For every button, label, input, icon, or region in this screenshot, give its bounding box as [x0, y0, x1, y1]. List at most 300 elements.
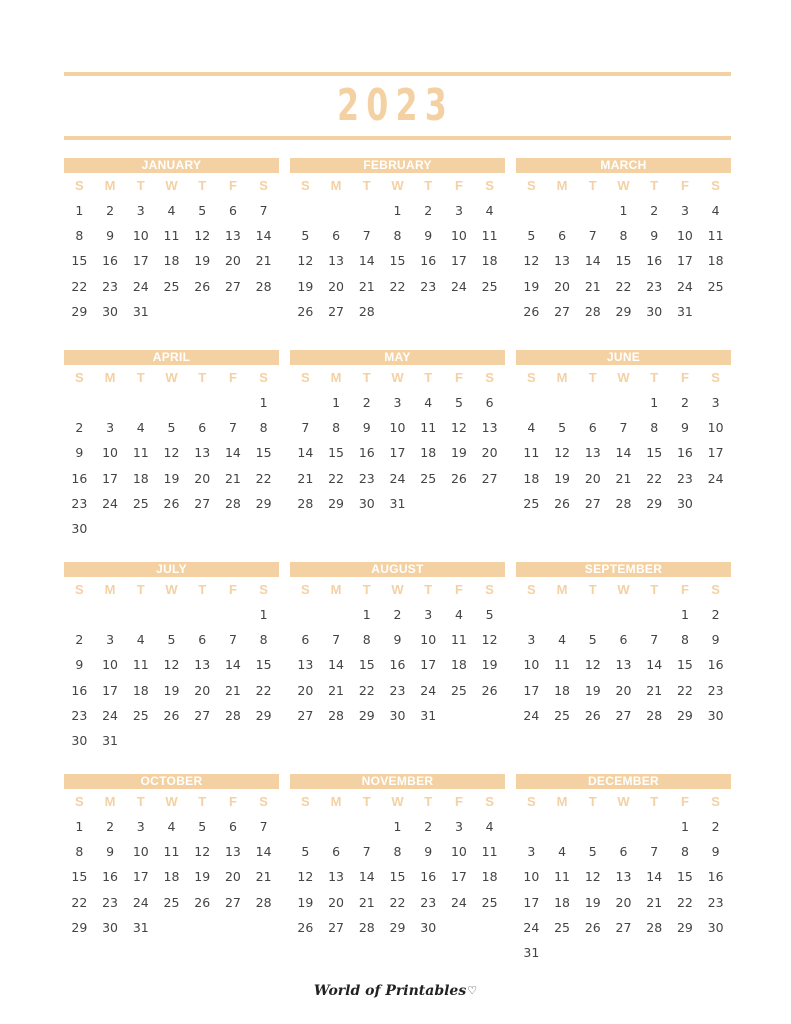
day-number: 19	[554, 470, 571, 486]
day-number: 15	[646, 445, 663, 461]
day-number: 12	[163, 657, 180, 673]
day-number: 30	[71, 520, 88, 536]
day-number: 8	[259, 420, 268, 436]
day-number: 4	[167, 819, 176, 834]
day-number: 1	[75, 203, 84, 218]
day-number: 13	[584, 445, 601, 461]
day-number: 25	[132, 495, 149, 511]
day-grid	[516, 577, 731, 728]
empty-cell	[577, 602, 608, 627]
day-number: 25	[554, 919, 571, 935]
day-number: 30	[102, 303, 119, 319]
day-number: 9	[362, 420, 371, 436]
day-number: 29	[255, 707, 272, 723]
day-number: 13	[297, 657, 314, 673]
day-number: 2	[106, 203, 115, 218]
day-number: 18	[450, 657, 467, 673]
day-number: 5	[454, 395, 463, 410]
day-number: 28	[646, 707, 663, 723]
empty-cell	[577, 814, 608, 839]
day-number: 7	[301, 420, 310, 436]
day-number: 11	[554, 657, 571, 673]
weekday-label: S	[485, 582, 494, 597]
day-number: 30	[358, 495, 375, 511]
day-number: 4	[558, 632, 567, 648]
day-number: 11	[163, 228, 180, 244]
day-number: 29	[71, 303, 88, 319]
day-number: 8	[362, 632, 371, 648]
day-number: 24	[132, 278, 149, 294]
day-number: 18	[132, 470, 149, 486]
empty-cell	[64, 602, 95, 627]
day-grid	[290, 173, 505, 324]
empty-cell	[577, 198, 608, 223]
day-number: 17	[420, 657, 437, 673]
day-number: 24	[102, 495, 119, 511]
day-number: 9	[75, 445, 84, 461]
weekday-label: M	[330, 582, 342, 597]
month-december	[516, 774, 731, 965]
weekday-label: S	[259, 370, 268, 385]
month-november	[290, 774, 505, 940]
day-number: 8	[259, 632, 268, 648]
day-number: 22	[676, 682, 693, 698]
empty-cell	[156, 390, 187, 415]
weekday-label: T	[362, 582, 371, 597]
empty-cell	[547, 814, 578, 839]
day-number: 5	[301, 844, 310, 860]
day-number: 21	[297, 470, 314, 486]
heart-icon: ♡	[467, 984, 478, 997]
day-number: 2	[711, 819, 720, 834]
day-number: 18	[163, 253, 180, 269]
weekday-label: F	[680, 370, 689, 385]
weekday-label: M	[556, 794, 568, 809]
day-number: 13	[194, 657, 211, 673]
day-number: 28	[297, 495, 314, 511]
day-number: 17	[707, 445, 724, 461]
day-number: 2	[75, 632, 84, 648]
weekday-label: S	[75, 370, 84, 385]
weekday-label: M	[330, 370, 342, 385]
empty-cell	[125, 602, 156, 627]
day-number: 17	[676, 253, 693, 269]
day-number: 24	[707, 470, 724, 486]
day-number: 28	[358, 919, 375, 935]
weekday-label: F	[228, 582, 237, 597]
day-number: 17	[450, 253, 467, 269]
weekday-label: T	[588, 178, 597, 193]
day-number: 28	[358, 303, 375, 319]
day-number: 4	[485, 819, 494, 834]
day-number: 4	[167, 203, 176, 218]
month-october	[64, 774, 279, 940]
day-number: 17	[132, 253, 149, 269]
weekday-label: F	[680, 582, 689, 597]
day-number: 16	[102, 253, 119, 269]
day-number: 3	[527, 632, 536, 648]
day-number: 9	[650, 228, 659, 244]
weekday-label: F	[228, 794, 237, 809]
day-number: 5	[588, 844, 597, 860]
day-number: 17	[450, 869, 467, 885]
day-number: 14	[646, 869, 663, 885]
day-number: 7	[228, 420, 237, 436]
day-number: 4	[136, 420, 145, 436]
day-number: 27	[481, 470, 498, 486]
weekday-label: W	[617, 582, 630, 597]
day-number: 19	[584, 682, 601, 698]
day-number: 14	[358, 869, 375, 885]
weekday-label: S	[485, 178, 494, 193]
weekday-label: M	[556, 178, 568, 193]
weekday-label: S	[301, 370, 310, 385]
day-number: 30	[707, 919, 724, 935]
day-number: 21	[358, 894, 375, 910]
day-number: 26	[450, 470, 467, 486]
month-header: OCTOBER	[64, 774, 279, 789]
day-number: 10	[707, 420, 724, 436]
empty-cell	[321, 198, 352, 223]
day-number: 21	[584, 278, 601, 294]
day-number: 23	[71, 707, 88, 723]
weekday-label: W	[165, 582, 178, 597]
weekday-label: S	[485, 370, 494, 385]
day-number: 16	[707, 657, 724, 673]
day-number: 7	[332, 632, 341, 648]
day-number: 25	[707, 278, 724, 294]
day-number: 11	[481, 844, 498, 860]
day-number: 27	[224, 894, 241, 910]
day-number: 25	[523, 495, 540, 511]
day-number: 5	[198, 203, 207, 218]
weekday-label: T	[650, 370, 659, 385]
day-number: 23	[420, 278, 437, 294]
day-number: 16	[71, 470, 88, 486]
day-number: 27	[615, 919, 632, 935]
day-number: 18	[163, 869, 180, 885]
weekday-label: M	[104, 178, 116, 193]
weekday-label: W	[165, 178, 178, 193]
top-divider	[64, 72, 731, 76]
day-number: 12	[297, 253, 314, 269]
day-number: 25	[420, 470, 437, 486]
day-number: 21	[646, 894, 663, 910]
day-number: 18	[132, 682, 149, 698]
day-number: 9	[106, 844, 115, 860]
day-number: 14	[646, 657, 663, 673]
day-number: 12	[297, 869, 314, 885]
day-number: 11	[450, 632, 467, 648]
day-number: 11	[707, 228, 724, 244]
empty-cell	[516, 814, 547, 839]
day-number: 11	[132, 445, 149, 461]
weekday-label: M	[556, 582, 568, 597]
day-number: 1	[362, 607, 371, 622]
day-number: 13	[328, 253, 345, 269]
weekday-label: T	[198, 370, 207, 385]
weekday-label: M	[330, 178, 342, 193]
day-number: 5	[485, 607, 494, 622]
day-number: 1	[393, 819, 402, 834]
day-grid	[290, 577, 505, 728]
weekday-label: W	[391, 582, 404, 597]
weekday-label: T	[424, 178, 433, 193]
day-number: 6	[332, 228, 341, 244]
empty-cell	[516, 198, 547, 223]
day-number: 19	[297, 278, 314, 294]
day-number: 26	[194, 894, 211, 910]
day-number: 19	[163, 470, 180, 486]
weekday-label: S	[527, 794, 536, 809]
day-number: 11	[163, 844, 180, 860]
day-number: 26	[554, 495, 571, 511]
day-number: 9	[75, 657, 84, 673]
day-number: 2	[393, 607, 402, 622]
day-number: 18	[481, 253, 498, 269]
day-number: 19	[194, 869, 211, 885]
day-number: 19	[450, 445, 467, 461]
day-number: 15	[676, 869, 693, 885]
month-header: JULY	[64, 562, 279, 577]
day-number: 2	[75, 420, 84, 436]
day-number: 22	[358, 682, 375, 698]
day-number: 17	[523, 682, 540, 698]
month-header: JUNE	[516, 350, 731, 365]
day-number: 15	[71, 253, 88, 269]
day-number: 13	[194, 445, 211, 461]
day-number: 26	[297, 303, 314, 319]
day-number: 23	[646, 278, 663, 294]
day-number: 30	[71, 732, 88, 748]
day-number: 30	[676, 495, 693, 511]
day-number: 24	[450, 894, 467, 910]
day-number: 25	[481, 894, 498, 910]
day-number: 5	[198, 819, 207, 834]
day-number: 19	[163, 682, 180, 698]
weekday-label: T	[362, 178, 371, 193]
day-number: 7	[259, 819, 268, 834]
day-number: 29	[358, 707, 375, 723]
weekday-label: M	[104, 794, 116, 809]
day-number: 12	[523, 253, 540, 269]
day-number: 12	[584, 869, 601, 885]
day-number: 5	[167, 420, 176, 436]
month-may	[290, 350, 505, 516]
empty-cell	[290, 814, 321, 839]
footer-logo	[0, 978, 791, 1004]
day-number: 4	[485, 203, 494, 218]
day-number: 29	[676, 707, 693, 723]
day-number: 8	[619, 228, 628, 244]
empty-cell	[95, 602, 126, 627]
day-number: 2	[650, 203, 659, 218]
day-number: 21	[224, 470, 241, 486]
day-number: 8	[650, 420, 659, 436]
day-number: 27	[615, 707, 632, 723]
day-number: 20	[328, 278, 345, 294]
day-number: 16	[420, 253, 437, 269]
weekday-label: T	[198, 582, 207, 597]
day-number: 10	[389, 420, 406, 436]
day-number: 21	[255, 869, 272, 885]
day-number: 5	[527, 228, 536, 244]
day-number: 18	[481, 869, 498, 885]
day-number: 8	[680, 844, 689, 860]
day-number: 27	[328, 919, 345, 935]
day-number: 14	[255, 844, 272, 860]
day-number: 19	[297, 894, 314, 910]
day-number: 5	[301, 228, 310, 244]
day-number: 27	[328, 303, 345, 319]
day-number: 1	[619, 203, 628, 218]
day-number: 6	[301, 632, 310, 648]
month-march	[516, 158, 731, 324]
day-number: 23	[71, 495, 88, 511]
day-number: 6	[619, 632, 628, 648]
empty-cell	[351, 198, 382, 223]
day-number: 20	[584, 470, 601, 486]
day-number: 31	[389, 495, 406, 511]
weekday-label: W	[165, 794, 178, 809]
day-number: 3	[136, 819, 145, 834]
day-number: 9	[424, 228, 433, 244]
weekday-label: T	[588, 794, 597, 809]
day-number: 28	[224, 707, 241, 723]
day-number: 24	[420, 682, 437, 698]
day-number: 19	[194, 253, 211, 269]
day-number: 20	[297, 682, 314, 698]
day-number: 22	[389, 894, 406, 910]
weekday-label: T	[588, 582, 597, 597]
day-grid	[290, 365, 505, 516]
empty-cell	[321, 602, 352, 627]
day-number: 11	[132, 657, 149, 673]
day-number: 27	[194, 495, 211, 511]
day-number: 8	[75, 844, 84, 860]
day-number: 28	[255, 278, 272, 294]
year-title: 2023	[337, 80, 454, 131]
weekday-label: T	[650, 794, 659, 809]
day-number: 11	[481, 228, 498, 244]
day-number: 26	[194, 278, 211, 294]
day-number: 10	[523, 869, 540, 885]
day-number: 18	[554, 682, 571, 698]
day-number: 13	[554, 253, 571, 269]
day-number: 13	[481, 420, 498, 436]
day-number: 1	[680, 607, 689, 622]
weekday-label: F	[680, 178, 689, 193]
month-header: APRIL	[64, 350, 279, 365]
month-header: NOVEMBER	[290, 774, 505, 789]
day-number: 3	[136, 203, 145, 218]
day-number: 6	[228, 819, 237, 834]
day-number: 25	[450, 682, 467, 698]
day-number: 8	[393, 844, 402, 860]
weekday-label: T	[588, 370, 597, 385]
day-number: 29	[255, 495, 272, 511]
empty-cell	[156, 602, 187, 627]
month-january	[64, 158, 279, 324]
day-number: 25	[163, 894, 180, 910]
weekday-label: S	[75, 582, 84, 597]
weekday-label: W	[165, 370, 178, 385]
day-number: 23	[358, 470, 375, 486]
day-number: 10	[132, 228, 149, 244]
day-grid	[290, 789, 505, 940]
weekday-label: F	[228, 370, 237, 385]
day-number: 17	[102, 470, 119, 486]
weekday-label: F	[454, 582, 463, 597]
empty-cell	[64, 390, 95, 415]
day-number: 12	[194, 844, 211, 860]
day-number: 31	[523, 944, 540, 960]
empty-cell	[187, 390, 218, 415]
day-number: 10	[676, 228, 693, 244]
day-number: 28	[224, 495, 241, 511]
day-number: 15	[389, 253, 406, 269]
day-number: 26	[523, 303, 540, 319]
day-number: 26	[481, 682, 498, 698]
day-number: 15	[358, 657, 375, 673]
day-number: 7	[619, 420, 628, 436]
day-grid	[64, 365, 279, 541]
weekday-label: F	[228, 178, 237, 193]
day-number: 14	[615, 445, 632, 461]
month-april	[64, 350, 279, 541]
weekday-label: S	[301, 582, 310, 597]
day-number: 13	[224, 228, 241, 244]
day-number: 16	[102, 869, 119, 885]
day-number: 20	[615, 894, 632, 910]
weekday-label: M	[556, 370, 568, 385]
empty-cell	[547, 390, 578, 415]
empty-cell	[516, 390, 547, 415]
day-grid	[64, 577, 279, 753]
day-number: 7	[650, 632, 659, 648]
day-number: 24	[523, 919, 540, 935]
day-number: 16	[389, 657, 406, 673]
day-number: 11	[554, 869, 571, 885]
weekday-label: T	[198, 794, 207, 809]
day-number: 10	[420, 632, 437, 648]
weekday-label: S	[259, 178, 268, 193]
day-number: 6	[485, 395, 494, 410]
day-number: 22	[676, 894, 693, 910]
bottom-divider	[64, 136, 731, 140]
month-header: MARCH	[516, 158, 731, 173]
day-number: 20	[328, 894, 345, 910]
day-number: 23	[420, 894, 437, 910]
day-number: 1	[259, 395, 268, 410]
weekday-label: T	[362, 794, 371, 809]
day-number: 1	[680, 819, 689, 834]
day-number: 5	[588, 632, 597, 648]
day-number: 16	[71, 682, 88, 698]
empty-cell	[290, 198, 321, 223]
weekday-label: T	[424, 794, 433, 809]
day-number: 2	[362, 395, 371, 410]
weekday-label: T	[424, 582, 433, 597]
day-number: 16	[676, 445, 693, 461]
day-number: 2	[424, 819, 433, 834]
day-number: 9	[393, 632, 402, 648]
day-number: 5	[167, 632, 176, 648]
day-number: 29	[389, 919, 406, 935]
empty-cell	[290, 602, 321, 627]
day-number: 22	[615, 278, 632, 294]
day-number: 8	[680, 632, 689, 648]
